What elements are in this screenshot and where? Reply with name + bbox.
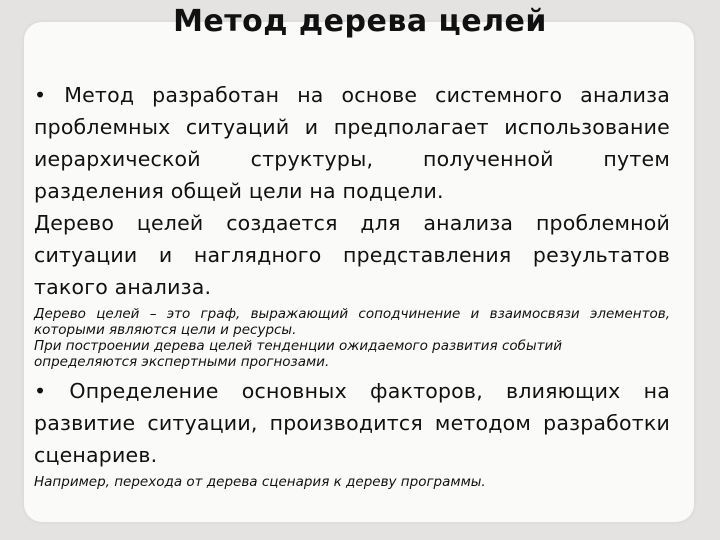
paragraph-tree-purpose: Дерево целей создается для анализа проблемной ситуации и наглядного представления результатов такого анализа. bbox=[34, 211, 670, 299]
slide-content bbox=[34, 79, 670, 490]
paragraph-construction-note: При построении дерева целей тенденции ожидаемого развития событий bbox=[34, 338, 563, 354]
paragraph-example: Например, перехода от дерева сценария к дереву программы. bbox=[34, 474, 486, 490]
paragraph-expert-forecasts: определяются экспертными прогнозами. bbox=[34, 354, 330, 370]
paragraph-tree-definition: Дерево целей – это граф, выражающий соподчинение и взаимосвязи элементов, которыми являются цели и ресурсы. bbox=[34, 306, 670, 338]
paragraph-scenario-factors: • Определение основных факторов, влияющих на развитие ситуации, производится методом разработки сценариев. bbox=[34, 379, 670, 467]
paragraph-method-description: • Метод разработан на основе системного анализа проблемных ситуаций и предполагает использование иерархической структуры, полученной путем разделения общей цели на подцели. bbox=[34, 83, 670, 203]
slide-title: Метод дерева целей bbox=[173, 4, 547, 39]
